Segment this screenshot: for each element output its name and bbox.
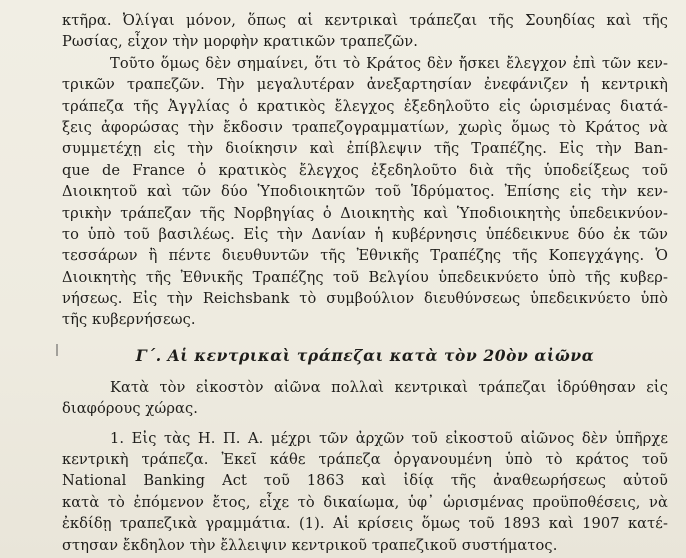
text-line: τράπεζα τῆς Ἀγγλίας ὁ κρατικὸς ἔλεγχος ἐξεδηλοῦτο εἰς ὡρισμένας διατά-	[62, 97, 668, 115]
text-line: 1. Εἰς τὰς Η. Π. Α. μέχρι τῶν ἀρχῶν τοῦ εἰκοστοῦ αἰῶνος δὲν ὑπῆρχε	[110, 429, 668, 447]
text-line: νήσεως. Εἰς τὴν Reichsbank τὸ συμβούλιον διευθύνσεως ὑπεδεικνύετο ὑπὸ	[62, 290, 668, 308]
text-line: Τοῦτο ὅμως δὲν σημαίνει, ὅτι τὸ Κράτος δὲν ἤσκει ἔλεγχον ἐπὶ τῶν κεν-	[110, 54, 668, 72]
text-line: que de France ὁ κρατικὸς ἔλεγχος ἐξεδηλοῦτο διὰ τῆς ὑποδείξεως τοῦ	[62, 161, 668, 179]
text-line: κτῆρα. Ὀλίγαι μόνον, ὅπως αἱ κεντρικαὶ τράπεζαι τῆς Σουηδίας καὶ τῆς	[62, 12, 668, 29]
paragraph-3	[62, 377, 668, 420]
margin-mark	[56, 344, 58, 356]
text-line: τρικῶν τραπεζῶν. Τὴν μεγαλυτέραν ἀνεξαρτησίαν ἐνεφάνιζεν ἡ κεντρικὴ	[62, 76, 668, 94]
text-line: τῆς κυβερνήσεως.	[62, 311, 196, 329]
section-heading: Γ΄. Αἱ κεντρικαὶ τράπεζαι κατὰ τὸν 20ὸν αἰῶνα	[135, 345, 595, 365]
paragraph-gap	[62, 420, 668, 428]
text-line: Κατὰ τὸν εἰκοστὸν αἰῶνα πολλαὶ κεντρικαὶ τράπεζαι ἱδρύθησαν εἰς	[110, 378, 668, 396]
text-line: Διοικητὴς τῆς Ἐθνικῆς Τραπέζης τοῦ Βελγίου ὑπεδεικνύετο ὑπὸ τῆς κυβερ-	[62, 268, 668, 286]
text-line: National Banking Act τοῦ 1863 καὶ ἰδίᾳ τῆς ἀναθεωρήσεως αὐτοῦ	[62, 472, 668, 490]
text-line: Ρωσίας, εἶχον τὴν μορφὴν κρατικῶν τραπεζῶν.	[62, 33, 418, 51]
text-line: διαφόρους χώρας.	[62, 400, 199, 418]
text-line: τεσσάρων ἢ πέντε διευθυντῶν τῆς Ἐθνικῆς Τραπέζης τῆς Κοπεγχάγης. Ὁ	[62, 247, 668, 265]
text-line: ξεις ἀφορώσας τὴν ἔκδοσιν τραπεζογραμματίων, χωρὶς ὅμως τὸ Κράτος νὰ	[62, 118, 668, 136]
text-line: ἐκδίδῃ τραπεζικὰ γραμμάτια. (1). Αἱ κρίσεις ὅμως τοῦ 1893 καὶ 1907 κατέ-	[62, 515, 668, 533]
paragraph-4	[62, 428, 668, 556]
text-line: κεντρικὴ τράπεζα. Ἐκεῖ κάθε τράπεζα ὀργανουμένη ὑπὸ τὸ κράτος τοῦ	[62, 451, 668, 469]
text-line: τρικὴν τράπεζαν τῆς Νορβηγίας ὁ Διοικητὴς καὶ Ὑποδιοικητὴς ὑπεδεικνύον-	[62, 204, 668, 222]
text-line: κατὰ τὸ ἐπόμενον ἔτος, εἶχε τὸ δικαίωμα, ὑφ᾽ ὡρισμένας προϋποθέσεις, νὰ	[62, 493, 668, 511]
text-line: Διοικητοῦ καὶ τῶν δύο Ὑποδιοικητῶν τοῦ Ἱδρύματος. Ἐπίσης εἰς τὴν κεν-	[62, 183, 668, 201]
text-line: το ὑπὸ τοῦ βασιλέως. Εἰς τὴν Δανίαν ἡ κυβέρνησις ὑπέδεικνυε δύο ἐκ τῶν	[62, 225, 668, 243]
paragraph-2	[62, 53, 668, 331]
text-line: στησαν ἔκδηλον τὴν ἔλλειψιν κεντρικοῦ τραπεζικοῦ συστήματος.	[62, 536, 558, 554]
paragraph-1	[62, 10, 668, 53]
text-line: συμμετέχῃ εἰς τὴν διοίκησιν καὶ ἐπίβλεψιν τῆς Τραπέζης. Εἰς τὴν Ban-	[62, 140, 668, 158]
